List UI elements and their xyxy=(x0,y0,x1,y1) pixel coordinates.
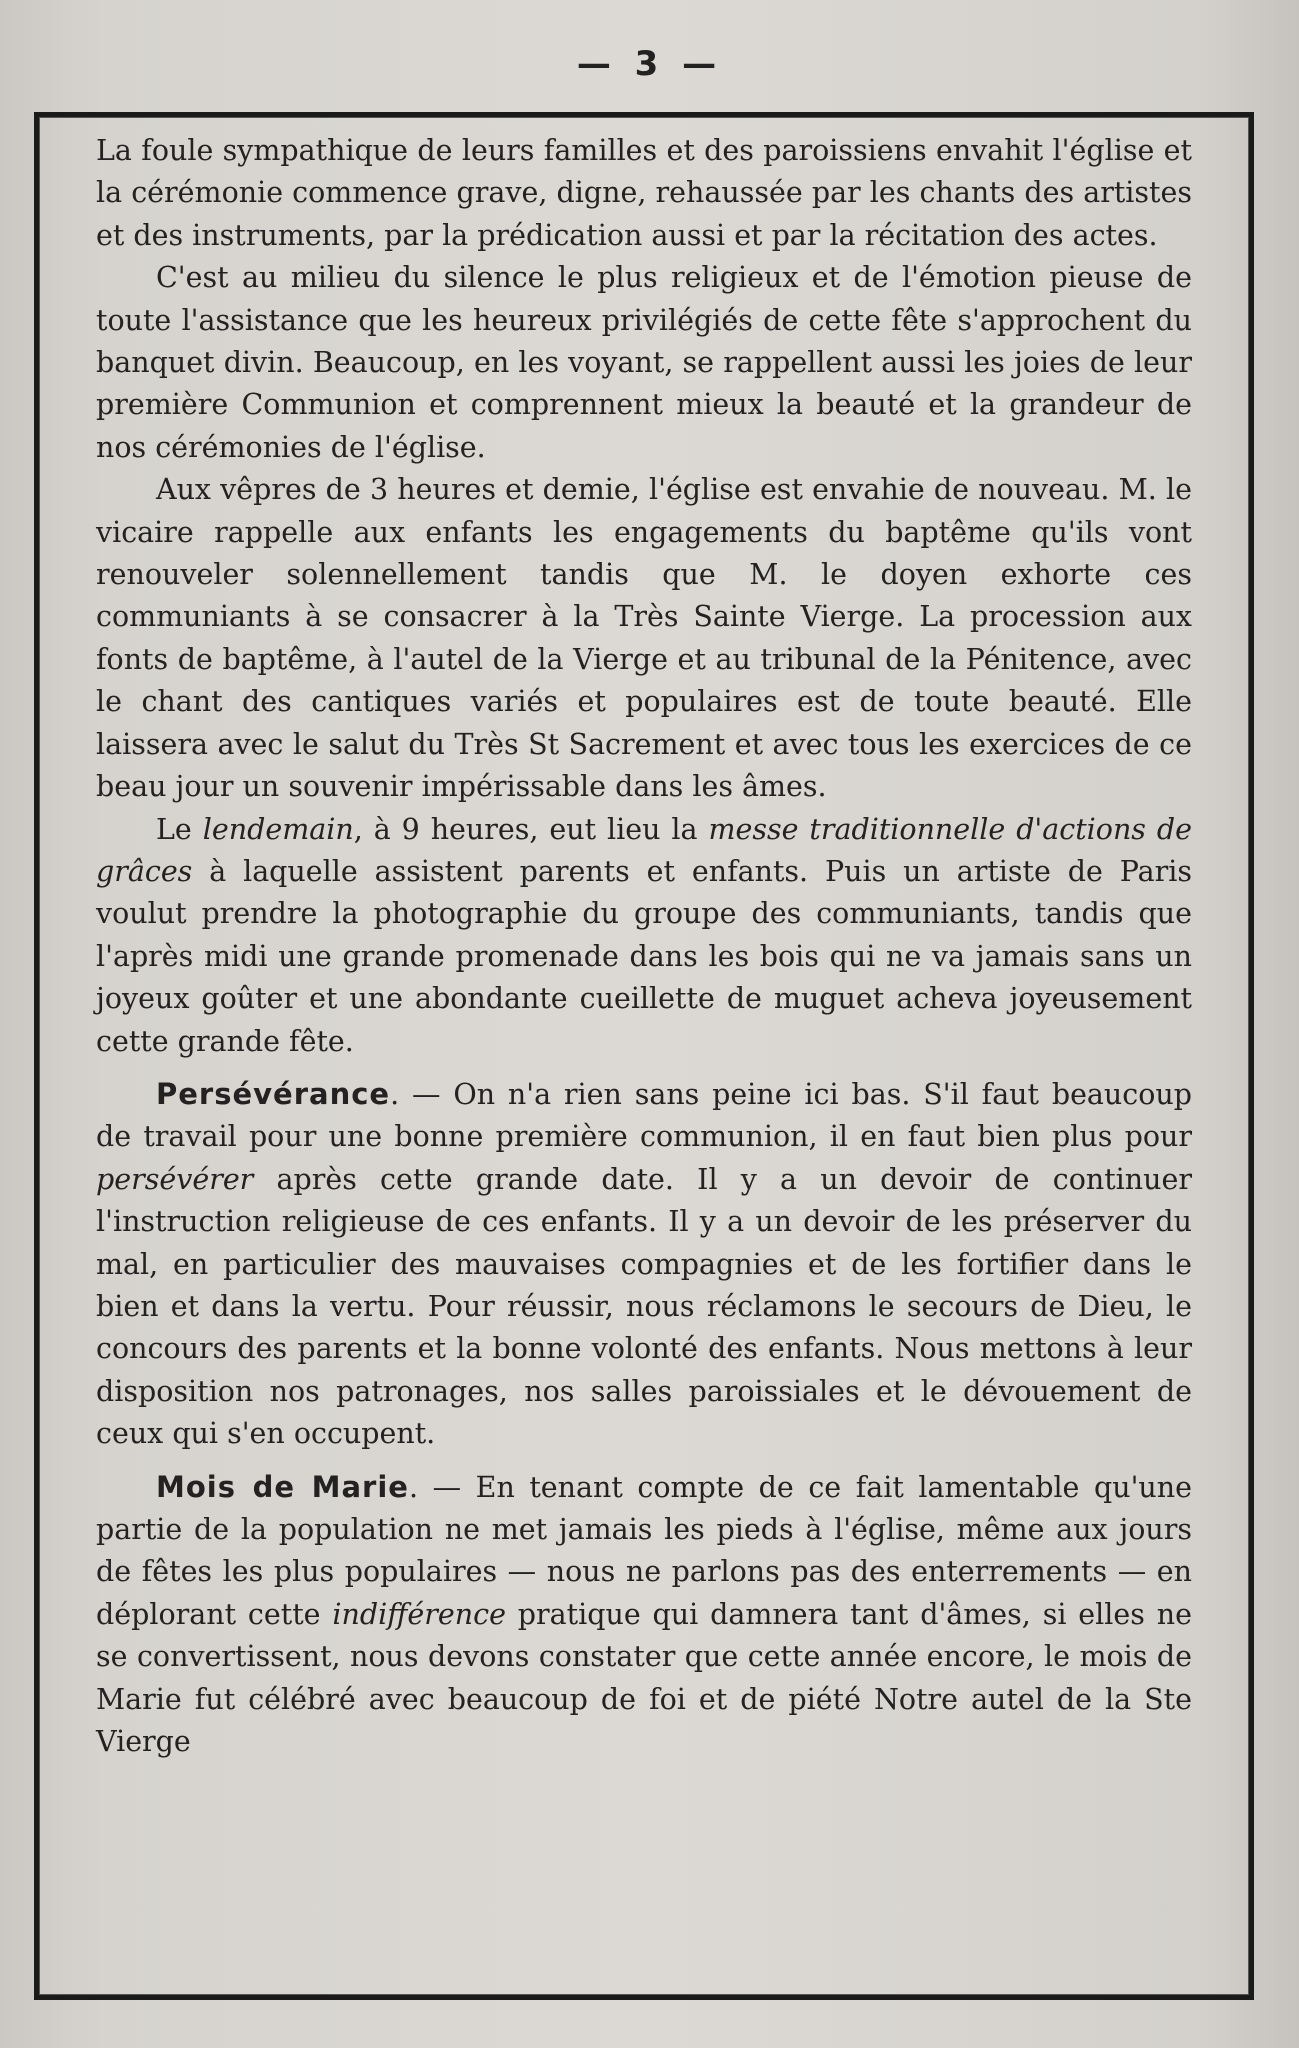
text-run: à laquelle assistent parents et enfants. Puis un artiste de Paris voulut prendre la photographie du groupe des communiants, tandis que l'après midi une grande promenade dans les bois qui ne va jamais sans un joyeux goûter et une abondante cueillette de muguet acheva joyeusement cette grande fête. xyxy=(96,854,1192,1058)
page-number: — 3 — xyxy=(576,44,723,84)
text-run: . — On n'a rien sans peine ici bas. S'il faut beaucoup de travail pour une bonne première communion, il en faut bien plus pour xyxy=(96,1077,1192,1154)
text-run: , à 9 heures, eut lieu la xyxy=(353,812,709,846)
italic-messe: messe traditionnelle d'actions de grâces xyxy=(96,812,1192,888)
text-run: après cette grande date. Il y a un devoir de continuer l'instruction religieuse de ces enfants. Il y a un devoir de les préserver du mal, en particulier des mauvaises compagnies et de les fortifier dans le bien et dans la vertu. Pour réussir, nous réclamons le secours de Dieu, le concours des parents et la bonne volonté des enfants. Nous mettons à leur disposition nos patronages, nos salles paroissiales et le dévouement de ceux qui s'en occupent. xyxy=(96,1162,1192,1451)
text-body xyxy=(96,130,1192,1763)
section-perseverance xyxy=(96,1073,1192,1456)
text-run: pratique qui damnera tant d'âmes, si elles ne se convertissent, nous devons constater que cette année encore, le mois de Marie fut célébré avec beaucoup de foi et de piété Notre autel de la Ste Vierge xyxy=(96,1597,1192,1759)
text-run: Le xyxy=(156,812,203,846)
paragraph-next-day xyxy=(96,809,1192,1063)
italic-indifference: indifférence xyxy=(332,1597,506,1631)
paragraph-ceremony: La foule sympathique de leurs familles et des paroissiens envahit l'église et la cérémonie commence grave, digne, rehaussée par les chants des artistes et des instruments, par la prédication aussi et par la récitation des actes. xyxy=(96,134,1192,252)
italic-lendemain: lendemain xyxy=(202,812,354,846)
text-run: . — En tenant compte de ce fait lamentable qu'une partie de la population ne met jamais les pieds à l'église, même aux jours de fêtes les plus populaires — nous ne parlons pas des enterrements — en déplorant cette xyxy=(96,1470,1192,1631)
italic-perseverer: persévérer xyxy=(96,1162,254,1196)
section-heading-mois-de-marie: Mois de Marie xyxy=(156,1469,409,1504)
section-mois-de-marie xyxy=(96,1466,1192,1764)
section-heading-perseverance: Persévérance xyxy=(156,1076,391,1111)
paragraph-communion: C'est au milieu du silence le plus religieux et de l'émotion pieuse de toute l'assistance que les heureux privilégiés de cette fête s'approchent du banquet divin. Beaucoup, en les voyant, se rappellent aussi les joies de leur première Communion et comprennent mieux la beauté et la grandeur de nos cérémonies de l'église. xyxy=(96,261,1192,464)
paragraph-vespers: Aux vêpres de 3 heures et demie, l'église est envahie de nouveau. M. le vicaire rappelle aux enfants les engagements du baptême qu'ils vont renouveler solennellement tandis que M. le doyen exhorte ces communiants à se consacrer à la Très Sainte Vierge. La procession aux fonts de baptême, à l'autel de la Vierge et au tribunal de la Pénitence, avec le chant des cantiques variés et populaires est de toute beauté. Elle laissera avec le salut du Très St Sacrement et avec tous les exercices de ce beau jour un souvenir impérissable dans les âmes. xyxy=(96,473,1192,804)
